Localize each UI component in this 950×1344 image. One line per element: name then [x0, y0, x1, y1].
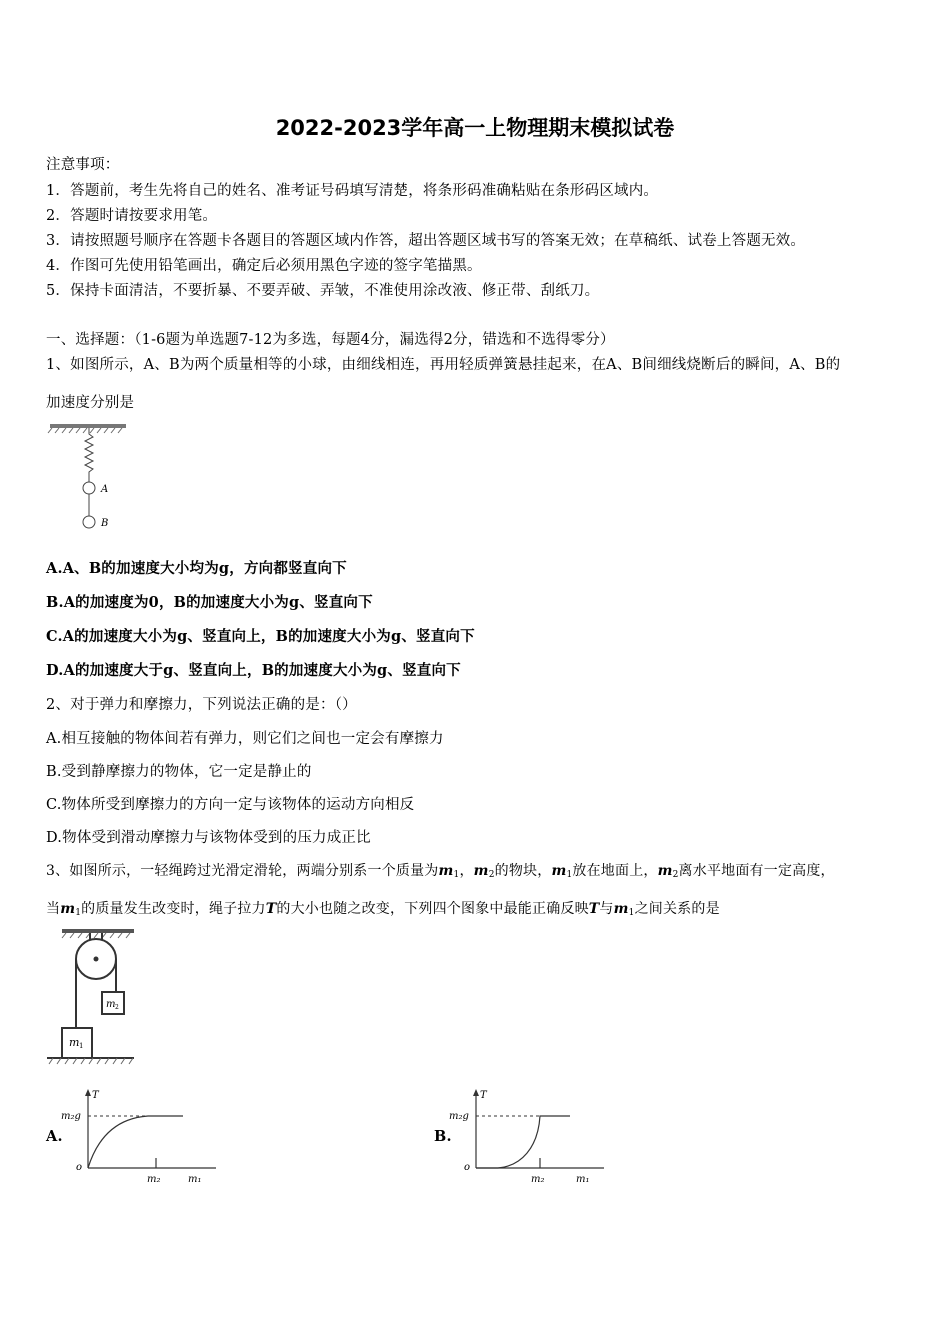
y-mark-label: m₂g	[449, 1111, 469, 1122]
pulley-figure	[44, 926, 144, 1068]
notice-item-1: 1．答题前，考生先将自己的姓名、准考证号码填写清楚，将条形码准确粘贴在条形码区域内。	[46, 183, 659, 199]
svg-text:2: 2	[115, 1004, 119, 1011]
svg-text:1: 1	[79, 1042, 84, 1050]
curve-b	[476, 1116, 570, 1168]
ball-a	[83, 482, 95, 494]
q2-stem: 2、对于弹力和摩擦力，下列说法正确的是：（）	[46, 697, 357, 713]
q2-option-c: C.物体所受到摩擦力的方向一定与该物体的运动方向相反	[46, 797, 415, 813]
q2-option-d: D.物体受到滑动摩擦力与该物体受到的压力成正比	[46, 830, 371, 846]
origin-label: o	[464, 1162, 471, 1173]
notice-item-5: 5．保持卡面清洁，不要折暴、不要弄破、弄皱，不准使用涂改液、修正带、刮纸刀。	[46, 283, 600, 299]
y-mark-label: m₂g	[61, 1111, 81, 1122]
q3-stem-line2: 当$m_1$的质量发生改变时，绳子拉力T的大小也随之改变，下列四个图象中最能正确反映T与$m_1$之间关系的是	[46, 901, 720, 918]
spring	[85, 428, 93, 482]
notice-heading: 注意事项：	[46, 157, 120, 173]
y-axis-label: T	[92, 1090, 99, 1101]
x-axis-label: m₁	[188, 1174, 202, 1185]
y-axis-label: T	[480, 1090, 487, 1101]
x-tick-label: m₂	[147, 1174, 161, 1185]
q1-option-a: A.A、B的加速度大小均为g，方向都竖直向下	[46, 560, 347, 577]
q3-option-b-label: B.	[434, 1128, 452, 1145]
q1-option-c: C.A的加速度大小为g、竖直向上，B的加速度大小为g、竖直向下	[46, 628, 475, 645]
section-heading: 一、选择题：（1-6题为单选题7-12为多选，每题4分，漏选得2分，错选和不选得零分）	[46, 332, 615, 348]
ball-b	[83, 516, 95, 528]
q3-graph-b	[446, 1086, 606, 1186]
origin-label: o	[76, 1162, 83, 1173]
notice-item-3: 3．请按照题号顺序在答题卡各题目的答题区域内作答，超出答题区域书写的答案无效；在草稿纸、试卷上答题无效。	[46, 233, 806, 249]
q2-option-a: A.相互接触的物体间若有弹力，则它们之间也一定会有摩擦力	[46, 731, 444, 747]
q3-stem-line1: 3、如图所示，一轻绳跨过光滑定滑轮，两端分别系一个质量为$m_1$，$m_2$的物块，$m_1$放在地面上，$m_2$离水平地面有一定高度，	[46, 863, 835, 880]
label-b: B	[101, 518, 109, 529]
x-axis-label: m₁	[576, 1174, 590, 1185]
label-a: A	[101, 484, 109, 495]
page-title: 2022-2023学年高一上物理期末模拟试卷	[275, 116, 675, 140]
q2-option-b: B.受到静摩擦力的物体，它一定是静止的	[46, 764, 312, 780]
q1-stem-line2: 加速度分别是	[46, 395, 135, 411]
curve-a	[88, 1116, 183, 1168]
svg-text:m: m	[69, 1036, 80, 1049]
notice-item-4: 4．作图可先使用铅笔画出，确定后必须用黑色字迹的签字笔描黑。	[46, 258, 482, 274]
notice-item-2: 2．答题时请按要求用笔。	[46, 208, 218, 224]
q3-graph-a	[58, 1086, 218, 1186]
q1-option-d: D.A的加速度大于g、竖直向上，B的加速度大小为g、竖直向下	[46, 662, 461, 679]
spring-ball-figure	[46, 420, 136, 535]
x-tick-label: m₂	[531, 1174, 545, 1185]
q1-option-b: B.A的加速度为0，B的加速度大小为g、竖直向下	[46, 594, 373, 611]
svg-text:m: m	[106, 999, 116, 1010]
q1-stem-line1: 1、如图所示，A、B为两个质量相等的小球，由细线相连，再用轻质弹簧悬挂起来，在A、B间细线烧断后的瞬间，A、B的	[46, 357, 841, 373]
q3-option-a-label: A.	[46, 1128, 63, 1145]
ceiling	[50, 424, 126, 428]
ceiling	[62, 929, 134, 933]
